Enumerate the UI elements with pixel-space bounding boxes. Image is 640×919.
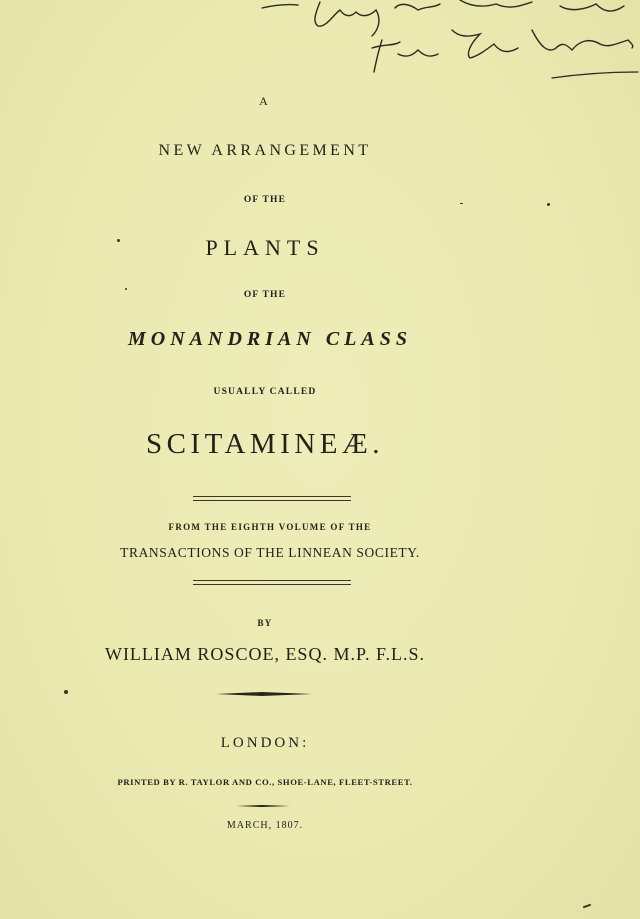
source-volume: FROM THE EIGHTH VOLUME OF THE [168, 522, 372, 532]
imprint-printer: PRINTED BY R. TAYLOR AND CO., SHOE-LANE, FLEET-STREET. [117, 777, 413, 787]
foxing-speck [125, 288, 127, 290]
ornamental-rule [0, 684, 640, 704]
imprint-place: LONDON: [220, 735, 310, 751]
foxing-speck [460, 203, 463, 204]
connector-usually-called: USUALLY CALLED [213, 387, 317, 397]
title-new-arrangement: NEW ARRANGEMENT [158, 142, 372, 159]
connector-of-the-2: OF THE [243, 290, 287, 300]
title-scitamineae: SCITAMINEÆ. [145, 428, 385, 460]
title-plants: PLANTS [205, 235, 325, 260]
foxing-speck [547, 203, 550, 206]
short-ornamental-rule [0, 800, 640, 812]
connector-of-the-1: OF THE [243, 195, 287, 205]
author-name: WILLIAM ROSCOE, ESQ. M.P. F.L.S. [104, 644, 426, 664]
foxing-speck [117, 239, 120, 242]
source-transactions: TRANSACTIONS OF THE LINNEAN SOCIETY. [120, 545, 420, 560]
double-rule-bottom [193, 580, 351, 585]
foxing-speck [64, 690, 68, 694]
foxing-speck [583, 904, 591, 909]
by-label: BY [257, 618, 273, 628]
title-article: A [259, 94, 269, 108]
handwritten-inscription [0, 0, 640, 110]
double-rule-top [193, 496, 351, 501]
imprint-date: MARCH, 1807. [226, 820, 304, 831]
title-monandrian-class: MONANDRIAN CLASS [128, 328, 412, 350]
